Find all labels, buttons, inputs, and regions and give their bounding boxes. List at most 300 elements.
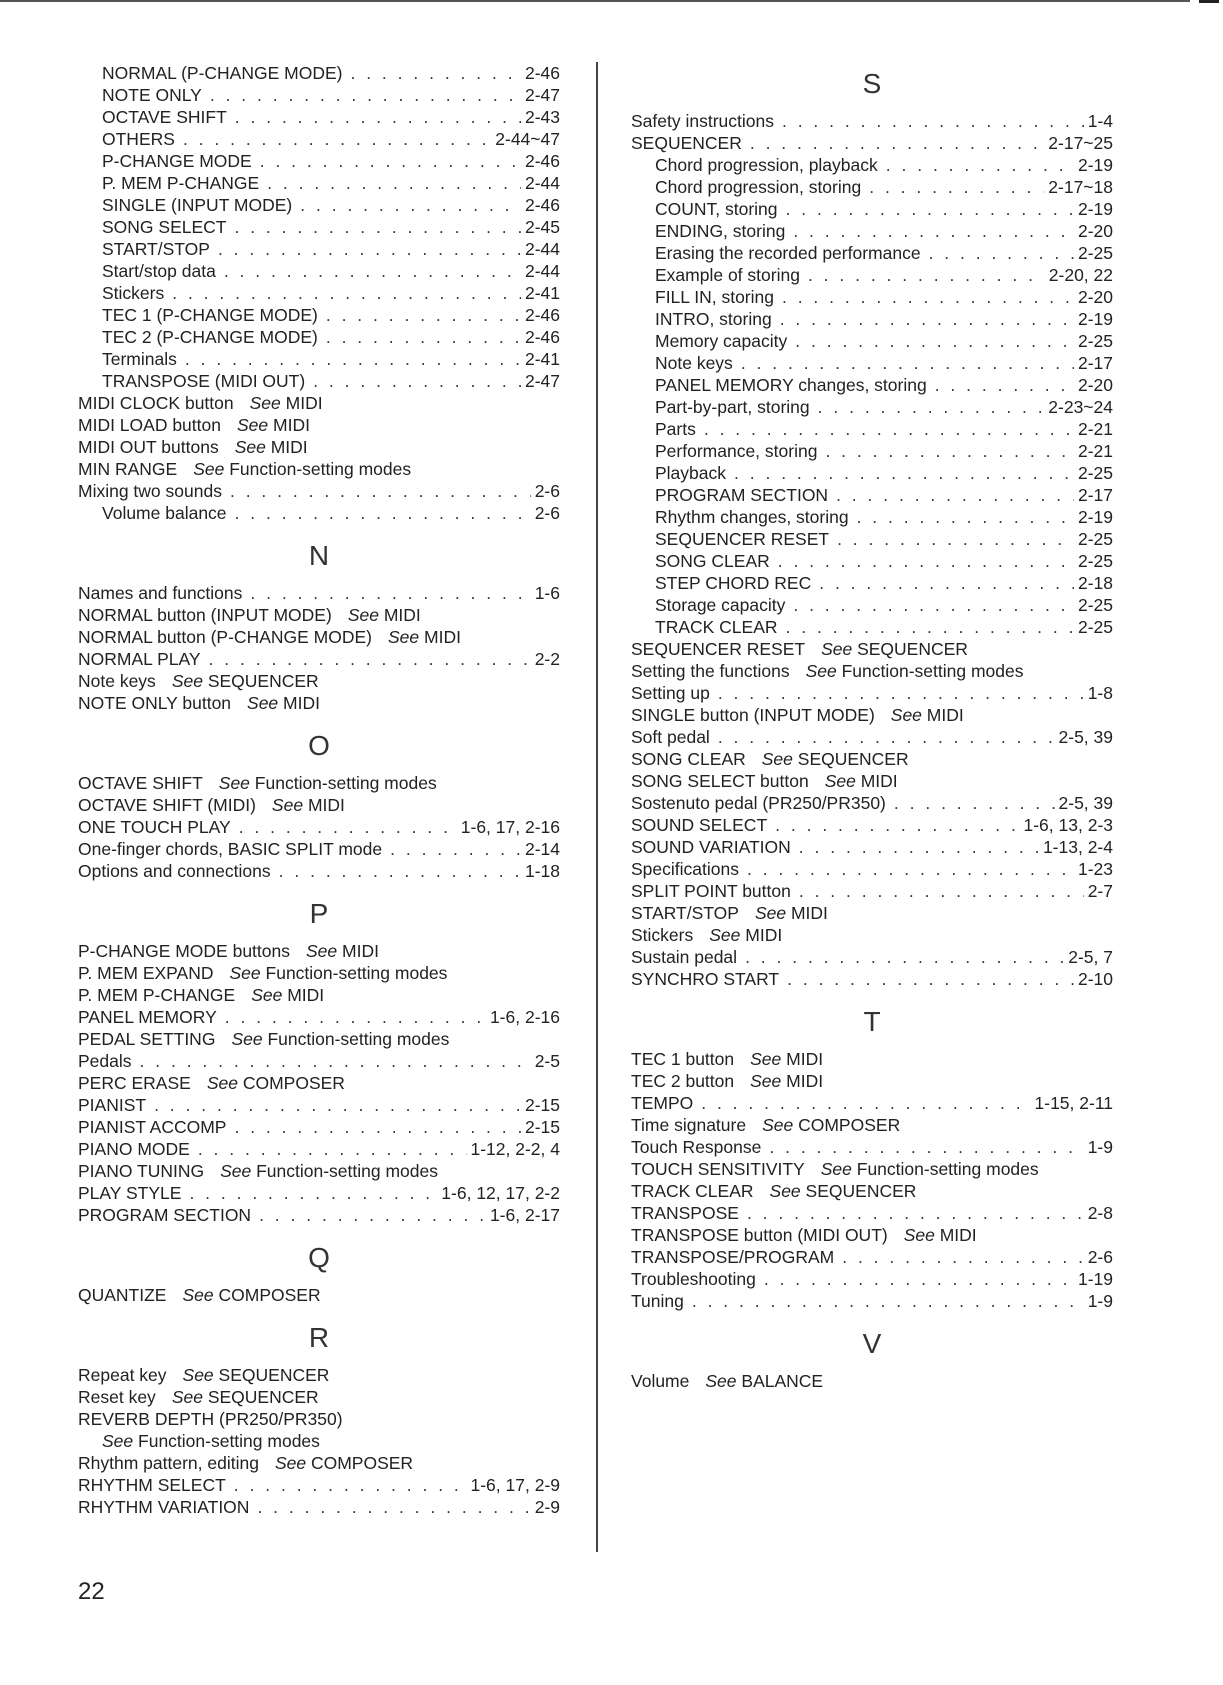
see-target: Function-setting modes xyxy=(229,459,412,479)
leader-dots xyxy=(836,484,1074,506)
entry-term: SONG CLEAR xyxy=(631,749,746,769)
index-entry xyxy=(631,880,1113,902)
entry-term: NOTE ONLY button xyxy=(78,693,232,713)
entry-term: P. MEM EXPAND xyxy=(78,963,214,983)
index-entry xyxy=(631,308,1113,330)
entry-term: SONG CLEAR xyxy=(655,551,770,571)
index-entry xyxy=(78,1094,560,1116)
index-entry xyxy=(78,194,560,216)
leader-dots xyxy=(837,528,1074,550)
index-entry xyxy=(78,984,560,1006)
page-reference: 1-9 xyxy=(1087,1137,1113,1157)
entry-term: PEDAL SETTING xyxy=(78,1029,216,1049)
entry-term: PIANO MODE xyxy=(78,1139,190,1159)
entry-term: TEC 1 button xyxy=(631,1049,735,1069)
see-label: See xyxy=(805,661,837,681)
entry-term: Soft pedal xyxy=(631,727,710,747)
cross-reference xyxy=(182,1284,320,1306)
leader-dots xyxy=(857,506,1074,528)
leader-dots xyxy=(793,220,1074,242)
leader-dots xyxy=(747,1202,1084,1224)
section-letter: O xyxy=(308,730,330,761)
index-entry xyxy=(631,1224,1113,1246)
cross-reference xyxy=(237,414,310,436)
index-entry xyxy=(78,304,560,326)
entry-term: START/STOP xyxy=(102,239,210,259)
index-entry xyxy=(78,348,560,370)
entry-term: MIDI CLOCK button xyxy=(78,393,234,413)
index-entry xyxy=(631,968,1113,990)
entry-term: Time signature xyxy=(631,1115,747,1135)
index-entry xyxy=(78,326,560,348)
leader-dots xyxy=(235,502,531,524)
entry-term: START/STOP xyxy=(631,903,739,923)
cross-reference xyxy=(183,1364,330,1386)
page-reference: 2-44 xyxy=(524,239,560,259)
leader-dots xyxy=(741,352,1074,374)
see-target: MIDI xyxy=(926,705,964,725)
page-reference: 2-21 xyxy=(1077,441,1113,461)
leader-dots xyxy=(234,1474,467,1496)
see-label: See xyxy=(102,1431,134,1451)
index-entry xyxy=(78,626,560,648)
entry-term: Chord progression, playback xyxy=(655,155,878,175)
entry-term: TEC 2 (P-CHANGE MODE) xyxy=(102,327,318,347)
see-label: See xyxy=(890,705,922,725)
entry-term: MIDI LOAD button xyxy=(78,415,221,435)
index-entry xyxy=(631,1114,1113,1136)
index-entry xyxy=(631,1070,1113,1092)
see-label: See xyxy=(709,925,741,945)
index-entry xyxy=(631,704,1113,726)
index-section xyxy=(78,536,560,714)
cross-reference xyxy=(172,670,319,692)
index-section xyxy=(78,726,560,882)
index-entry xyxy=(631,220,1113,242)
entry-term: SYNCHRO START xyxy=(631,969,780,989)
see-target: BALANCE xyxy=(741,1371,824,1391)
entry-term: OCTAVE SHIFT (MIDI) xyxy=(78,795,256,815)
index-entry xyxy=(78,1050,560,1072)
index-entry xyxy=(78,1028,560,1050)
index-entry xyxy=(631,198,1113,220)
see-target: SEQUENCER xyxy=(207,671,319,691)
see-label: See xyxy=(251,985,283,1005)
leader-dots xyxy=(769,1136,1083,1158)
index-entry xyxy=(78,62,560,84)
see-target: Function-setting modes xyxy=(254,773,437,793)
index-entry xyxy=(78,1138,560,1160)
leader-dots xyxy=(267,172,521,194)
index-entry xyxy=(631,484,1113,506)
entry-term: P. MEM P-CHANGE xyxy=(78,985,236,1005)
entry-term: Pedals xyxy=(78,1051,132,1071)
leader-dots xyxy=(929,242,1074,264)
index-entry xyxy=(631,286,1113,308)
leader-dots xyxy=(279,860,521,882)
see-label: See xyxy=(171,671,203,691)
entry-term: MIDI OUT buttons xyxy=(78,437,219,457)
page-reference: 2-20, 22 xyxy=(1048,265,1113,285)
page-reference: 1-6, 2-16 xyxy=(489,1007,560,1027)
page-reference: 1-4 xyxy=(1087,111,1113,131)
entry-term: TRACK CLEAR xyxy=(655,617,778,637)
see-label: See xyxy=(824,771,856,791)
see-target: MIDI xyxy=(287,985,325,1005)
see-label: See xyxy=(247,693,279,713)
leader-dots xyxy=(235,106,521,128)
see-target: SEQUENCER xyxy=(218,1365,330,1385)
see-target: COMPOSER xyxy=(310,1453,414,1473)
see-label: See xyxy=(306,941,338,961)
index-entry xyxy=(78,1072,560,1094)
entry-term: TRANSPOSE (MIDI OUT) xyxy=(102,371,306,391)
cross-reference xyxy=(770,1180,917,1202)
index-entry xyxy=(631,638,1113,660)
entry-term: TRACK CLEAR xyxy=(631,1181,754,1201)
leader-dots xyxy=(390,838,521,860)
entry-term: ENDING, storing xyxy=(655,221,786,241)
index-entry xyxy=(78,1474,560,1496)
index-entry xyxy=(78,150,560,172)
index-entry xyxy=(631,748,1113,770)
entry-term: RHYTHM SELECT xyxy=(78,1475,226,1495)
page-reference: 2-15 xyxy=(524,1095,560,1115)
index-entry xyxy=(631,1290,1113,1312)
page-reference: 1-19 xyxy=(1077,1269,1113,1289)
entry-term: PIANIST ACCOMP xyxy=(78,1117,227,1137)
page-reference: 2-44 xyxy=(524,261,560,281)
entry-term: PROGRAM SECTION xyxy=(78,1205,252,1225)
index-entry xyxy=(78,1386,560,1408)
page-reference: 2-25 xyxy=(1077,331,1113,351)
leader-dots xyxy=(257,1496,530,1518)
page-reference: 2-2 xyxy=(534,649,560,669)
leader-dots xyxy=(224,260,521,282)
see-target: MIDI xyxy=(860,771,898,791)
index-entry xyxy=(78,216,560,238)
entry-term: Part-by-part, storing xyxy=(655,397,810,417)
cross-reference xyxy=(709,924,782,946)
index-entry xyxy=(78,1160,560,1182)
entry-term: NOTE ONLY xyxy=(102,85,202,105)
page-reference: 1-9 xyxy=(1087,1291,1113,1311)
index-entry xyxy=(631,858,1113,880)
see-label: See xyxy=(750,1049,782,1069)
index-entry xyxy=(78,940,560,962)
see-target: MIDI xyxy=(273,415,310,435)
cross-reference xyxy=(306,940,379,962)
index-entry xyxy=(631,330,1113,352)
cross-reference xyxy=(821,1158,1039,1180)
entry-term: SOUND VARIATION xyxy=(631,837,791,857)
entry-term: Terminals xyxy=(102,349,177,369)
index-entry xyxy=(78,838,560,860)
index-entry xyxy=(78,1408,560,1430)
entry-term: PLAY STYLE xyxy=(78,1183,182,1203)
see-target: SEQUENCER xyxy=(207,1387,319,1407)
index-entry xyxy=(78,1364,560,1386)
see-target: MIDI xyxy=(745,925,783,945)
index-section xyxy=(631,1324,1113,1392)
cross-reference xyxy=(230,962,448,984)
index-entry xyxy=(78,772,560,794)
leader-dots xyxy=(701,1092,1030,1114)
index-entry xyxy=(631,1092,1113,1114)
leader-dots xyxy=(818,396,1045,418)
leader-dots xyxy=(799,836,1039,858)
entry-term: COUNT, storing xyxy=(655,199,778,219)
index-entry xyxy=(631,110,1113,132)
index-entry xyxy=(631,550,1113,572)
see-target: MIDI xyxy=(424,627,461,647)
leader-dots xyxy=(869,176,1044,198)
entry-term: SEQUENCER RESET xyxy=(655,529,830,549)
index-entry xyxy=(631,242,1113,264)
index-entry xyxy=(78,1182,560,1204)
see-label: See xyxy=(231,1029,263,1049)
page-reference: 2-41 xyxy=(524,349,560,369)
index-entry xyxy=(78,238,560,260)
see-label: See xyxy=(234,437,266,457)
index-entry xyxy=(78,794,560,816)
top-rule xyxy=(0,0,1190,2)
entry-term: SINGLE (INPUT MODE) xyxy=(102,195,293,215)
leader-dots xyxy=(782,110,1084,132)
leader-dots xyxy=(704,418,1074,440)
index-entry xyxy=(631,418,1113,440)
leader-dots xyxy=(782,286,1074,308)
leader-dots xyxy=(209,648,531,670)
index-entry xyxy=(78,692,560,714)
index-entry xyxy=(631,682,1113,704)
page-reference: 2-17 xyxy=(1077,485,1113,505)
index-entry xyxy=(631,660,1113,682)
page-reference: 1-6 xyxy=(534,583,560,603)
index-entry xyxy=(631,1158,1113,1180)
index-entry xyxy=(631,1268,1113,1290)
corner-mark xyxy=(1199,0,1219,3)
entry-term: OCTAVE SHIFT xyxy=(78,773,203,793)
see-label: See xyxy=(347,605,379,625)
leader-dots xyxy=(326,304,521,326)
page-reference: 2-44~47 xyxy=(495,129,560,149)
cross-reference xyxy=(821,638,968,660)
index-entry xyxy=(631,396,1113,418)
index-entry xyxy=(78,260,560,282)
see-label: See xyxy=(236,415,269,435)
leader-dots xyxy=(313,370,521,392)
index-entry xyxy=(78,392,560,414)
cross-reference xyxy=(247,692,320,714)
index-entry xyxy=(631,1202,1113,1224)
index-entry xyxy=(631,836,1113,858)
entry-term: TOUCH SENSITIVITY xyxy=(631,1159,805,1179)
index-entry xyxy=(78,502,560,524)
see-target: SEQUENCER xyxy=(857,639,968,659)
cross-reference xyxy=(207,1072,345,1094)
leader-dots xyxy=(935,374,1074,396)
see-label: See xyxy=(274,1453,307,1473)
entry-term: NORMAL button (INPUT MODE) xyxy=(78,605,332,625)
entry-term: One-finger chords, BASIC SPLIT mode xyxy=(78,839,383,859)
index-entry xyxy=(631,132,1113,154)
entry-term: FILL IN, storing xyxy=(655,287,774,307)
see-target: MIDI xyxy=(285,393,323,413)
leader-dots xyxy=(750,132,1044,154)
see-label: See xyxy=(754,903,787,923)
cross-reference xyxy=(750,1048,823,1070)
see-target: MIDI xyxy=(307,795,345,815)
page-reference: 2-15 xyxy=(524,1117,560,1137)
index-entry xyxy=(631,726,1113,748)
entry-term: OCTAVE SHIFT xyxy=(102,107,227,127)
leader-dots xyxy=(326,326,521,348)
page-reference: 2-19 xyxy=(1077,309,1113,329)
entry-term: TEC 2 button xyxy=(631,1071,735,1091)
entry-term: OTHERS xyxy=(102,129,175,149)
page-reference: 1-8 xyxy=(1087,683,1113,703)
entry-term: PIANO TUNING xyxy=(78,1161,205,1181)
page-reference: 2-47 xyxy=(524,371,560,391)
section-letter: N xyxy=(308,540,330,571)
index-entry xyxy=(78,414,560,436)
entry-term: Safety instructions xyxy=(631,111,774,131)
index-entry xyxy=(631,1180,1113,1202)
page-reference: 1-6, 2-17 xyxy=(489,1205,560,1225)
page-reference: 2-6 xyxy=(534,481,560,501)
entry-term: TEMPO xyxy=(631,1093,694,1113)
entry-term: NORMAL (P-CHANGE MODE) xyxy=(102,63,343,83)
cross-reference xyxy=(231,1028,449,1050)
page-reference: 2-43 xyxy=(524,107,560,127)
see-label: See xyxy=(182,1285,214,1305)
leader-dots xyxy=(692,1290,1084,1312)
see-label: See xyxy=(193,459,225,479)
leader-dots xyxy=(140,1050,531,1072)
page-reference: 2-41 xyxy=(524,283,560,303)
index-entry xyxy=(631,572,1113,594)
index-entry xyxy=(631,506,1113,528)
see-target: MIDI xyxy=(283,693,320,713)
entry-term: PERC ERASE xyxy=(78,1073,191,1093)
see-target: MIDI xyxy=(383,605,421,625)
entry-term: Parts xyxy=(655,419,696,439)
index-column-left xyxy=(78,62,560,1518)
leader-dots xyxy=(189,1182,437,1204)
leader-dots xyxy=(745,946,1064,968)
leader-dots xyxy=(894,792,1055,814)
cross-reference xyxy=(272,794,345,816)
index-entry xyxy=(631,462,1113,484)
index-entry xyxy=(631,924,1113,946)
entry-term: Troubleshooting xyxy=(631,1269,756,1289)
entry-term: Note keys xyxy=(655,353,733,373)
index-entry xyxy=(631,154,1113,176)
entry-term: TRANSPOSE button (MIDI OUT) xyxy=(631,1225,888,1245)
page-reference: 2-8 xyxy=(1087,1203,1113,1223)
page-reference: 2-18 xyxy=(1077,573,1113,593)
index-entry xyxy=(631,1246,1113,1268)
cross-reference xyxy=(172,1386,319,1408)
entry-term: Chord progression, storing xyxy=(655,177,862,197)
page-reference: 2-47 xyxy=(524,85,560,105)
entry-term: NORMAL button (P-CHANGE MODE) xyxy=(78,627,372,647)
index-entry xyxy=(78,436,560,458)
index-section xyxy=(78,1318,560,1518)
entry-term: MIN RANGE xyxy=(78,459,178,479)
see-target: Function-setting modes xyxy=(841,661,1024,681)
entry-term: Sustain pedal xyxy=(631,947,738,967)
see-label: See xyxy=(218,773,250,793)
leader-dots xyxy=(808,264,1045,286)
index-entry xyxy=(631,264,1113,286)
see-target: SEQUENCER xyxy=(797,749,909,769)
page-reference: 1-6, 13, 2-3 xyxy=(1023,815,1113,835)
entry-term: Rhythm changes, storing xyxy=(655,507,849,527)
leader-dots xyxy=(842,1246,1083,1268)
entry-term: Stickers xyxy=(102,283,165,303)
page-reference: 2-19 xyxy=(1077,507,1113,527)
index-entry xyxy=(78,648,560,670)
index-entry xyxy=(78,370,560,392)
leader-dots xyxy=(210,84,521,106)
entry-term: Volume balance xyxy=(102,503,227,523)
page-reference: 2-25 xyxy=(1077,595,1113,615)
see-target: SEQUENCER xyxy=(805,1181,917,1201)
page-reference: 1-6, 12, 17, 2-2 xyxy=(441,1183,560,1203)
index-entry xyxy=(631,1048,1113,1070)
section-letter: R xyxy=(308,1322,330,1353)
page-reference: 2-10 xyxy=(1077,969,1113,989)
section-letter: V xyxy=(862,1328,882,1359)
leader-dots xyxy=(799,880,1084,902)
page-reference: 2-17~18 xyxy=(1048,177,1113,197)
page-reference: 2-25 xyxy=(1077,463,1113,483)
page-reference: 2-25 xyxy=(1077,617,1113,637)
index-entry xyxy=(631,902,1113,924)
page-reference: 2-6 xyxy=(534,503,560,523)
index-entry xyxy=(78,670,560,692)
page-reference: 1-18 xyxy=(524,861,560,881)
page-reference: 1-23 xyxy=(1077,859,1113,879)
see-label: See xyxy=(762,1115,794,1135)
index-column-right xyxy=(631,64,1113,1392)
page-reference: 2-5 xyxy=(534,1051,560,1071)
entry-term: PROGRAM SECTION xyxy=(655,485,829,505)
leader-dots xyxy=(780,308,1074,330)
entry-term: Note keys xyxy=(78,671,156,691)
see-label: See xyxy=(388,627,420,647)
cross-reference xyxy=(250,392,323,414)
page-reference: 2-46 xyxy=(524,63,560,83)
entry-term: Storage capacity xyxy=(655,595,786,615)
entry-term: Setting up xyxy=(631,683,710,703)
see-target: MIDI xyxy=(786,1049,824,1069)
section-letter: S xyxy=(862,68,882,99)
leader-dots xyxy=(234,216,520,238)
entry-term: PIANIST xyxy=(78,1095,147,1115)
page-reference: 2-46 xyxy=(524,305,560,325)
leader-dots xyxy=(819,572,1074,594)
index-entry xyxy=(631,1136,1113,1158)
index-entry xyxy=(631,374,1113,396)
section-letter: T xyxy=(863,1006,881,1037)
index-entry xyxy=(631,440,1113,462)
leader-dots xyxy=(787,968,1074,990)
entry-term: TEC 1 (P-CHANGE MODE) xyxy=(102,305,318,325)
leader-dots xyxy=(886,154,1074,176)
